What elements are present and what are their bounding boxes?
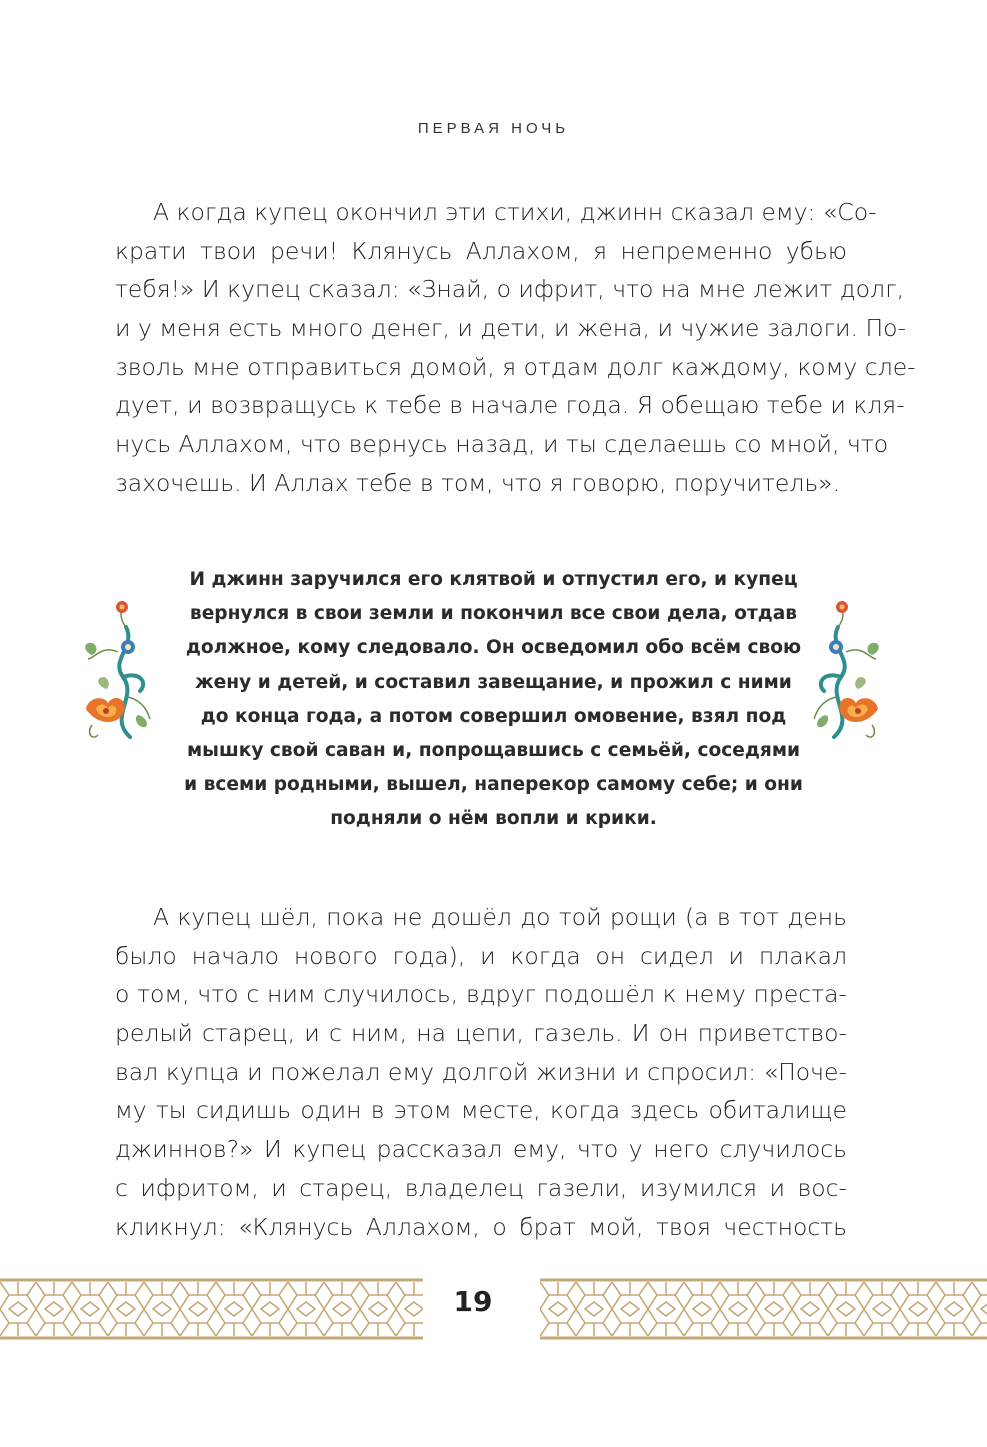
floral-ornament-icon (808, 597, 886, 749)
text-line: джиннов?» И купец рассказал ему, что у него случилось (115, 1135, 847, 1164)
text-line: дует, и возвращусь к тебе в начале года. Я обещаю тебе и кля- (115, 391, 905, 420)
text-line: было начало нового года), и когда он сидел и плакал (115, 941, 847, 970)
page-number: 19 (453, 1285, 493, 1318)
text-line: захочешь. И Аллах тебе в том, что я говорю, поручитель». (115, 468, 841, 497)
text-line: нусь Аллахом, что вернусь назад, и ты сделаешь со мной, что (115, 430, 889, 459)
text-line: о том, что с ним случилось, вдруг подошёл к нему преста- (115, 980, 847, 1009)
paragraph-2 (115, 898, 847, 1246)
highlight-block (160, 563, 827, 837)
chapter-header: ПЕРВАЯ НОЧЬ (417, 120, 570, 137)
text-line: до конца года, а потом совершил омовение, взял под (200, 705, 787, 727)
text-line: подняли о нём вопли и крики. (330, 808, 657, 830)
text-line: мышку свой саван и, попрощавшись с семьёй, соседями (186, 740, 801, 762)
text-line: кликнул: «Клянусь Аллахом, о брат мой, твоя честность (115, 1212, 847, 1241)
text-line: вернулся в свои земли и покончил все свои дела, отдав (189, 603, 798, 625)
floral-ornament-icon (78, 597, 156, 749)
text-line: зволь мне отправиться домой, я отдам долг каждому, кому сле- (115, 352, 916, 381)
text-line: с ифритом, и старец, владелец газели, изумился и вос- (115, 1173, 847, 1202)
text-line: А когда купец окончил эти стихи, джинн сказал ему: «Со- (153, 198, 877, 226)
paragraph-1 (115, 193, 916, 503)
text-line: тебя!» И купец сказал: «Знай, о ифрит, что на мне лежит долг, (115, 275, 905, 304)
lattice-band-right (540, 1278, 987, 1340)
text-line: релый старец, и с ним, на цепи, газель. И он приветство- (115, 1019, 847, 1048)
lattice-band-left (0, 1278, 423, 1340)
text-line: вал купца и пожелал ему долгой жизни и спросил: «Поче- (115, 1057, 847, 1086)
text-line: и всеми родными, вышел, наперекор самому себе; и они (184, 774, 803, 796)
text-line: крати твои речи! Клянусь Аллахом, я непременно убью (115, 236, 847, 265)
text-line: И джинн заручился его клятвой и отпустил его, и купец (189, 569, 798, 590)
text-line: А купец шёл, пока не дошёл до той рощи (а в тот день (153, 903, 847, 931)
text-line: и у меня есть много денег, и дети, и жена, и чужие залоги. По- (115, 314, 906, 343)
text-line: жену и детей, и составил завещание, и прожил с ними (195, 671, 792, 693)
text-line: му ты сидишь один в этом месте, когда здесь обиталище (115, 1096, 847, 1125)
text-line: должное, кому следовало. Он осведомил обо всём свою (185, 637, 802, 659)
